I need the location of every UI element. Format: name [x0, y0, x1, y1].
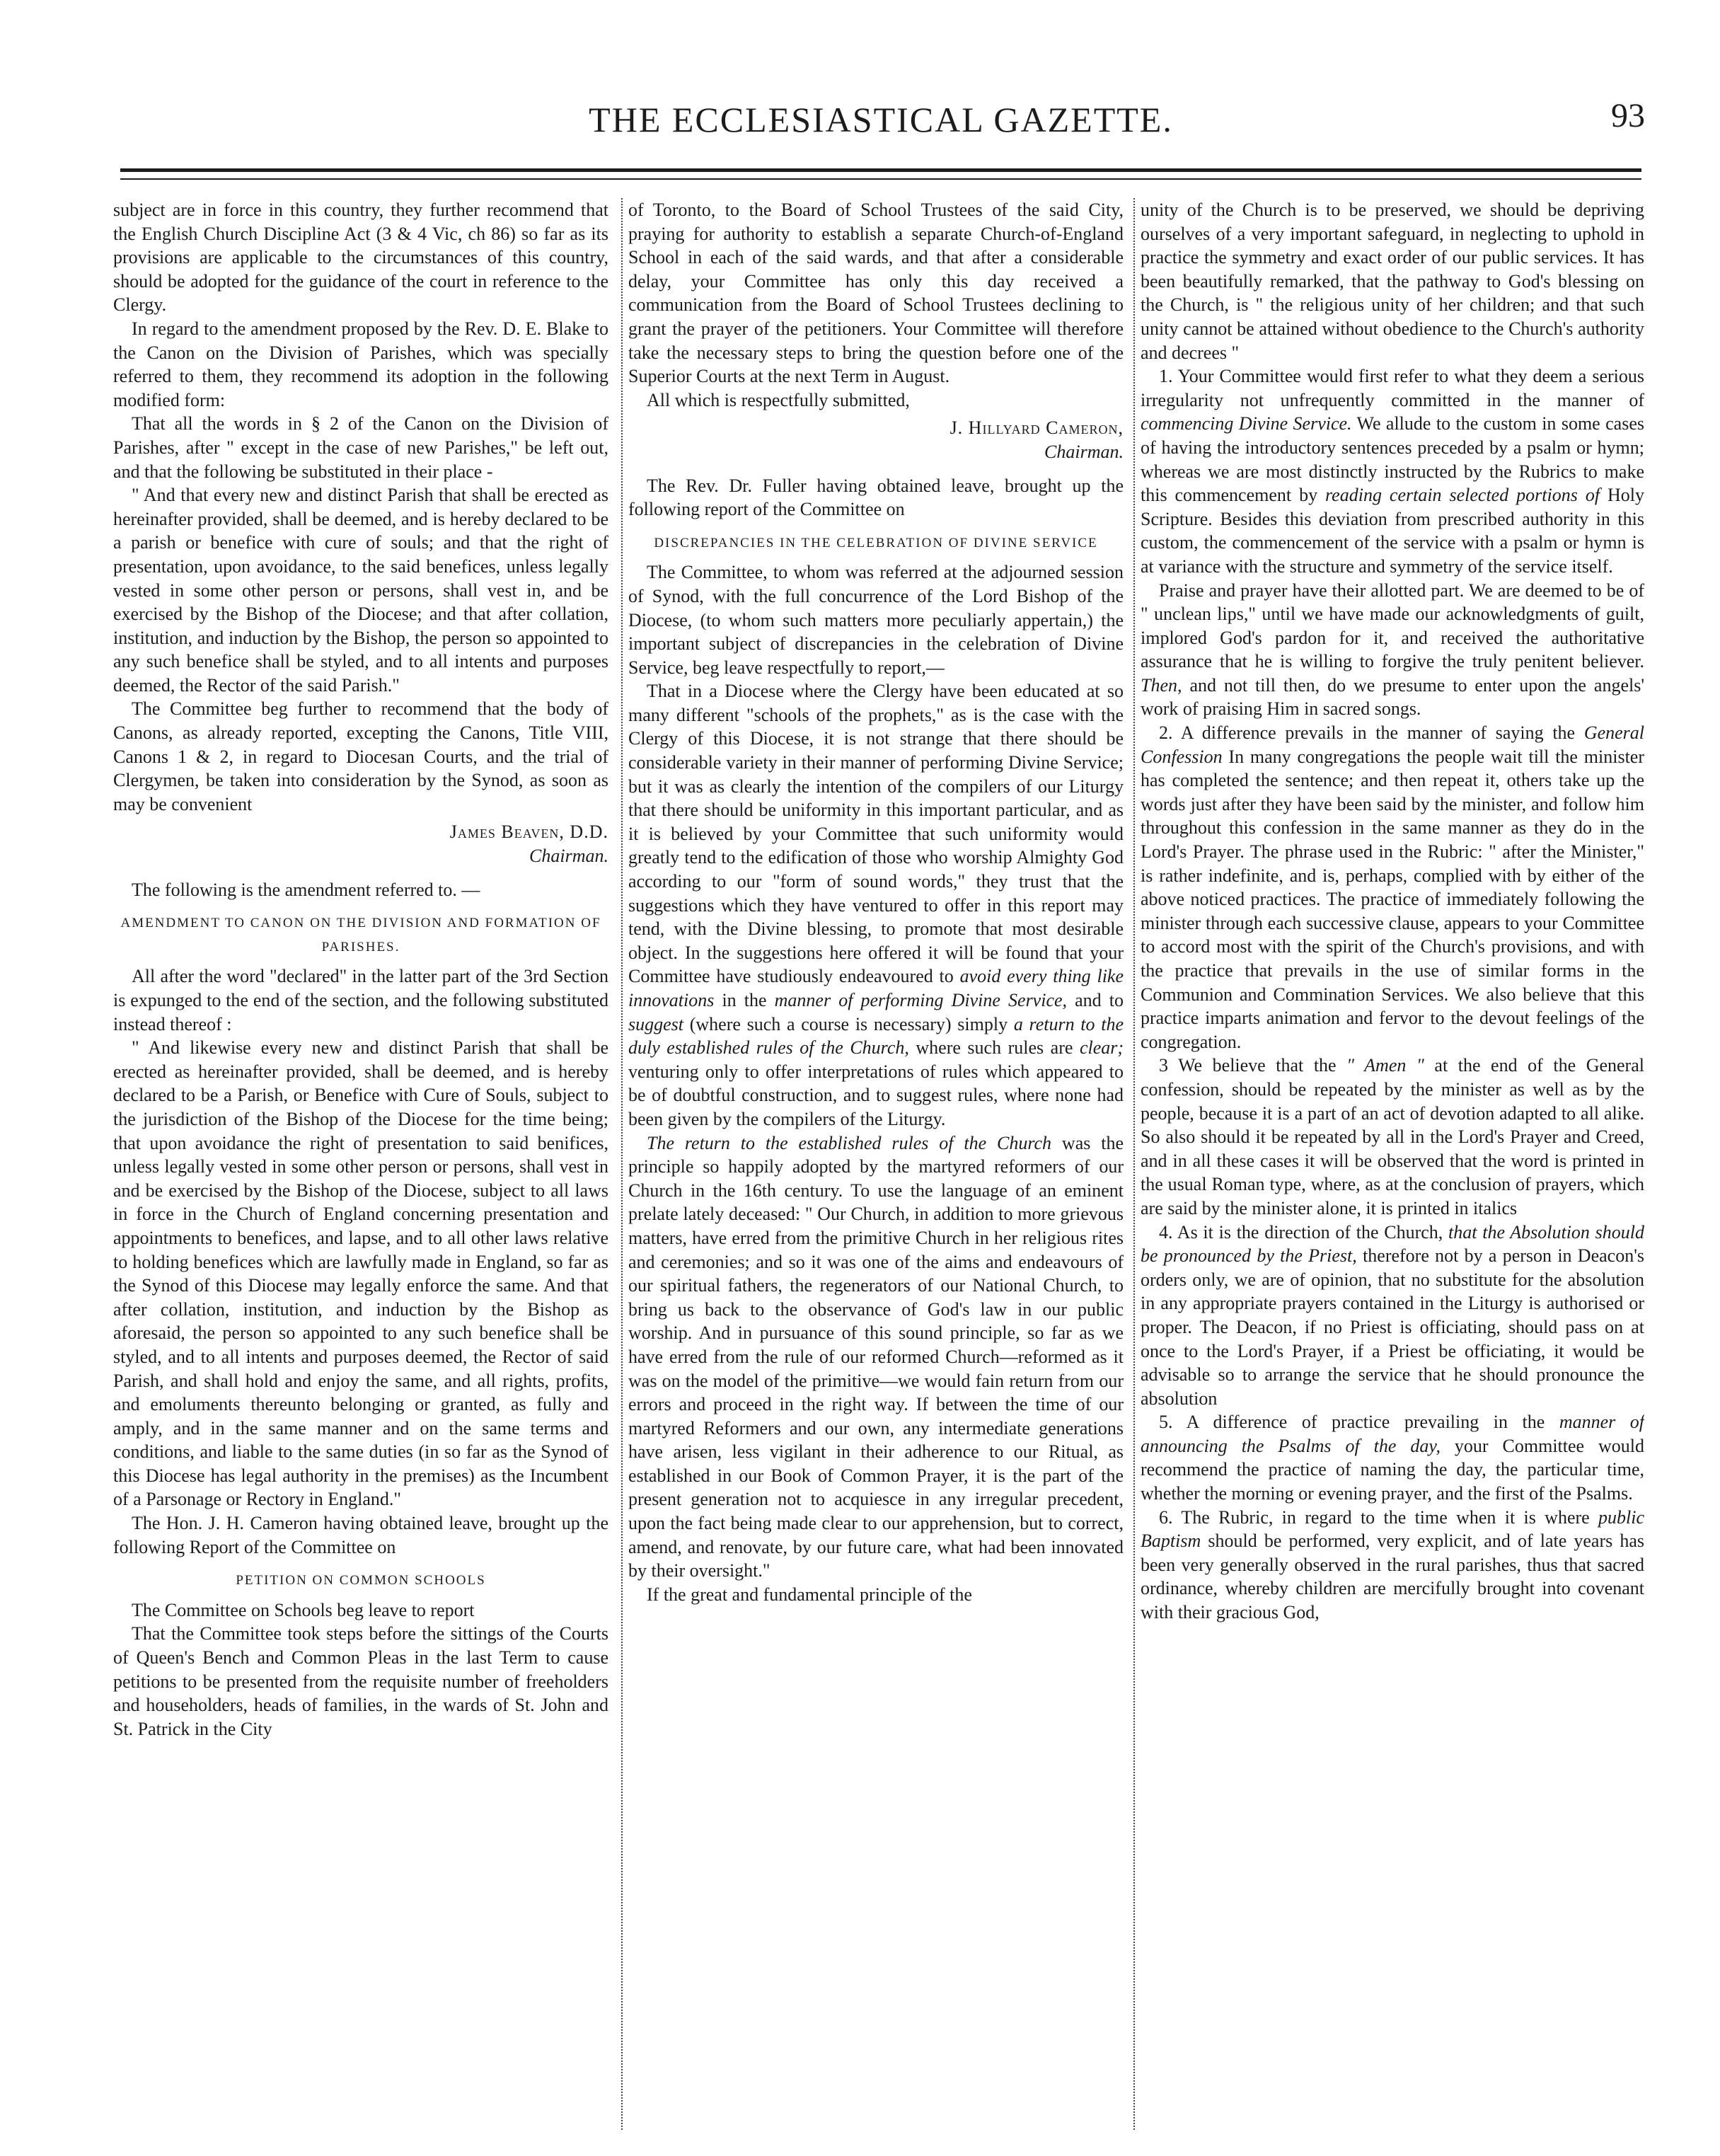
signature-name: J. Hillyard Cameron,: [950, 417, 1124, 439]
page-number: 93: [1611, 97, 1645, 134]
publication-title: THE ECCLESIASTICAL GAZETTE.: [589, 100, 1173, 139]
paragraph: The return to the established rules of the Church was the principle so happily adopted by the martyred reformers of our Church in the 16th century. To use the language of an eminent prelate lately deceased: " Our Church, in addition to more grievous matters, have erred from the primitive Church in her religious rites and ceremonies; and so it was one of the aims and endeavours of our spiritual fathers, the regenerators of our National Church, to bring us back to the observance of God's law in our public worship. And in pursuance of this sound principle, so far as we have erred from the rule of our reformed Church—reformed as it was on the model of the primitive—we would fain return from our errors and proceed in the right way. If between the time of our martyred Reformers and our own, any intermediate generations have arisen, less vigilant in their adherence to our Ritual, as established in our Book of Common Prayer, it is the part of the present generation not to acquiesce in any irregular precedent, upon the fact being made clear to our apprehension, but to correct, amend, and renovate, by our future care, what had been innovated by their oversight.": [628, 1132, 1124, 1581]
paragraph: All which is respectfully submitted,: [647, 389, 910, 410]
paragraph: The Hon. J. H. Cameron having obtained leave, brought up the following Report of the Committee on: [113, 1513, 608, 1557]
paragraph: " And likewise every new and distinct Parish that shall be erected as hereinafter provided, shall be deemed, and is hereby declared to be a Parish, or Benefice with Cure of Souls, subject to the jurisdiction of the Bishop of the Diocese for the time being; that upon avoidance the right of presentation to said benifices, unless legally vested in some other person or persons, shall vest in and be exercised by the Bishop of the Diocese, subject to all laws in force in the Church of England concerning presentation and appointments to benefices, and lapse, and to all other laws relative to holding benefices which are lawfully made in England, so far as the Synod of this Diocese may legally enforce the same. And that after collation, institution, and induction by the Bishop as aforesaid, the person so appointed to any such benefice shall be styled, and to all intents and purposes deemed, the Rector of said Parish, and shall hold and enjoy the same, and all rights, profits, and emoluments thereunto belonging or granted, as fully and amply, and in the same manner and on the same terms and conditions, and liable to the same duties (in so far as the Synod of this Diocese has legal authority in the premises) as the Incumbent of a Parsonage or Rectory in England.": [113, 1037, 608, 1510]
paragraph: The Committee beg further to recommend that the body of Canons, as already reported, excepting the Canons, Title VIII, Canons 1 & 2, in regard to Diocesan Courts, and the trial of Clergymen, be taken into consideration by the Synod, as soon as may be convenient: [113, 698, 608, 814]
paragraph: 6. The Rubric, in regard to the time when it is where public Baptism should be performed, very explicit, and of late years has been very generally observed in the rural parishes, thus that sacred ordinance, whereby children are mercifully brought into covenant with their gracious God,: [1141, 1506, 1644, 1623]
paragraph: The following is the amendment referred to. —: [132, 879, 480, 900]
column-1: [113, 198, 608, 2137]
signature-role: Chairman.: [1044, 441, 1124, 462]
header-rule-thick: [120, 168, 1641, 172]
paragraph: That in a Diocese where the Clergy have been educated at so many different "schools of the prophets," as is the case with the Clergy of this Diocese, it is not strange that there should be considerable variety in their manner of performing Divine Service; but it was as clearly the intention of the compilers of our Liturgy that there should be uniformity in this important particular, and as it is believed by your Committee that such uniformity would greatly tend to the edification of those who worship Almighty God according to our "form of sound words," they trust that the suggestions which they have ventured to offer in this report may tend, with the Divine blessing, to promote that most desirable object. In the suggestions here offered it will be found that your Committee have studiously endeavoured to avoid every thing like innovations in the manner of performing Divine Service, and to suggest (where such a course is necessary) simply a return to the duly established rules of the Church, where such rules are clear; venturing only to offer interpretations of rules which appeared to be of doubtful construction, and to suggest rules, where none had been given by the compilers of the Liturgy.: [628, 681, 1124, 1129]
paragraph: In regard to the amendment proposed by the Rev. D. E. Blake to the Canon on the Division of Parishes, which was specially referred to them, they recommend its adoption in the following modified form:: [113, 318, 608, 410]
paragraph: " And that every new and distinct Parish that shall be erected as hereinafter provided, shall be deemed, and is hereby declared to be a parish or benefice with cure of souls; and that the right of presentation, upon avoidance, to the said benefices, unless legally vested in some other person or persons, shall vest in, and be exercised by the Bishop of the Diocese; and that after collation, institution, and induction by the Bishop, the person so appointed to any such benefice shall be styled, and to all intents and purposes deemed, the Rector of the said Parish.": [113, 485, 608, 696]
section-heading: AMENDMENT TO CANON ON THE DIVISION AND FORMATION OF PARISHES.: [120, 916, 601, 955]
signature: [628, 416, 1124, 463]
column-divider-2: [1133, 198, 1135, 2130]
paragraph: of Toronto, to the Board of School Trustees of the said City, praying for authority to establish a separate Church-of-England School in each of the said wards, and that after a considerable delay, your Committee has only this day received a communication from the Board of School Trustees declining to grant the prayer of the petitioners. Your Committee will therefore take the necessary steps to bring the question before one of the Superior Courts at the next Term in August.: [628, 200, 1124, 387]
signature-name: James Beaven, D.D.: [449, 822, 608, 843]
paragraph: unity of the Church is to be preserved, we should be depriving ourselves of a very important safeguard, in neglecting to uphold in practice the symmetry and exact order of our public services. It has been beautifully remarked, that the pathway to God's blessing on the Church, is " the religious unity of her children; and that such unity cannot be attained without obedience to the Church's authority and decrees ": [1141, 200, 1644, 363]
paragraph: Praise and prayer have their allotted part. We are deemed to be of " unclean lips," until we have made our acknowledgments of guilt, implored God's pardon for it, and received the authoritative assurance that he is willing to forgive the truly penitent believer. Then, and not till then, do we presume to enter upon the angels' work of praising Him in sacred songs.: [1141, 580, 1644, 720]
paragraph: All after the word "declared" in the latter part of the 3rd Section is expunged to the end of the section, and the following substituted instead thereof :: [113, 966, 608, 1034]
paragraph: 1. Your Committee would first refer to what they deem a serious irregularity not unfrequently committed in the manner of commencing Divine Service. We allude to the custom in some cases of having the introductory sentences preceded by a psalm or hymn; whereas we are most distinctly instructed by the Rubrics to make this commencement by reading certain selected portions of Holy Scripture. Besides this deviation from prescribed authority in this custom, the commencement of the service with a psalm or hymn is at variance with the structure and symmetry of the service itself.: [1141, 366, 1644, 577]
header-rule-thin: [120, 178, 1641, 180]
paragraph: That all the words in § 2 of the Canon on the Division of Parishes, after " except in the case of new Parishes," be left out, and that the following be substituted in their place -: [113, 413, 608, 482]
paragraph: That the Committee took steps before the sittings of the Courts of Queen's Bench and Common Pleas in the last Term to cause petitions to be presented from the requisite number of freeholders and householders, heads of families, in the wards of St. John and St. Patrick in the City: [113, 1623, 608, 1739]
signature: [113, 820, 608, 867]
paragraph: The Committee, to whom was referred at the adjourned session of Synod, with the full concurrence of the Lord Bishop of the Diocese, (to whom such matters more peculiarly appertain,) the important subject of discrepancies in the celebration of Divine Service, beg leave respectfully to report,—: [628, 562, 1124, 678]
paragraph: subject are in force in this country, they further recommend that the English Church Discipline Act (3 & 4 Vic, ch 86) so far as its provisions are applicable to the circumstances of this country, should be adopted for the guidance of the court in reference to the Clergy.: [113, 200, 608, 316]
paragraph: 3 We believe that the " Amen " at the end of the General confession, should be repeated by the minister as well as by the people, because it is a part of an act of devotion adapted to all alike. So also should it be repeated by all in the Lord's Prayer and Creed, and in all these cases it will be observed that the word is printed in the usual Roman type, where, as at the conclusion of prayers, which are said by the minister alone, it is printed in italics: [1141, 1055, 1644, 1218]
paragraph: 2. A difference prevails in the manner of saying the General Confession In many congregations the people wait till the minister has completed the sentence; and then repeat it, others take up the words just after they have been said by the minister, and follow him throughout this confession in the same manner as they do in the Lord's Prayer. The phrase used in the Rubric: " after the Minister," is rather indefinite, and is, perhaps, complied with by either of the above noticed practices. The practice of immediately following the minister through each successive clause, appears to your Committee to accord most with the spirit of the Church's provisions, and with the practice that prevails in the use of similar forms in the Communion and Commination Services. We also believe that this practice imparts animation and fervor to the devout feelings of the congregation.: [1141, 722, 1644, 1052]
section-heading: DISCREPANCIES IN THE CELEBRATION OF DIVINE SERVICE: [654, 535, 1098, 550]
page-header: [120, 97, 1645, 149]
section-heading: PETITION ON COMMON SCHOOLS: [236, 1573, 486, 1589]
paragraph: 4. As it is the direction of the Church, that the Absolution should be pronounced by the Priest, therefore not by a person in Deacon's orders only, we are of opinion, that no substitute for the absolution in any appropriate prayers contained in the Liturgy is authorised or proper. The Deacon, if no Priest is officiating, should pass on at once to the Lord's Prayer, if a Priest be officiating, it would be advisable so to arrange the service that he should pronounce the absolution: [1141, 1221, 1644, 1409]
paragraph: The Committee on Schools beg leave to report: [132, 1599, 475, 1620]
paragraph: The Rev. Dr. Fuller having obtained leave, brought up the following report of the Committee on: [628, 475, 1124, 520]
signature-role: Chairman.: [529, 846, 608, 867]
paragraph: If the great and fundamental principle of the: [647, 1584, 972, 1605]
paragraph: 5. A difference of practice prevailing in the manner of announcing the Psalms of the day, your Committee would recommend the practice of naming the day, the particular time, whether the morning or evening prayer, and the first of the Psalms.: [1141, 1412, 1644, 1504]
column-3: [1141, 198, 1644, 2137]
column-2: [628, 198, 1124, 2137]
column-divider-1: [621, 198, 623, 2130]
